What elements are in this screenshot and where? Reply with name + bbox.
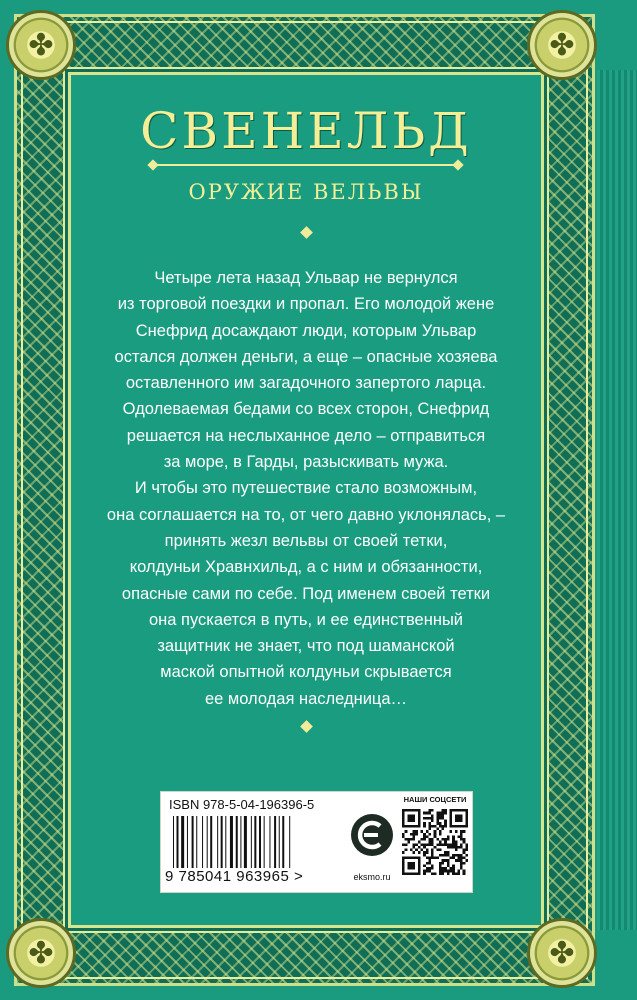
barcode-bars (171, 816, 337, 868)
book-subtitle: ОРУЖИЕ ВЕЛЬВЫ (188, 180, 424, 204)
eksmo-logo-icon (349, 812, 395, 858)
knot-medallion-icon: ✤ (6, 918, 76, 988)
book-title: СВЕНЕЛЬД (140, 102, 472, 160)
qr-code-icon[interactable] (402, 809, 468, 875)
publisher-site[interactable]: eksmo.ru (353, 872, 391, 882)
knot-medallion-icon: ✤ (6, 10, 76, 80)
spine-stripes (597, 70, 637, 930)
barcode-panel (160, 791, 473, 893)
book-blurb: Четыре лета назад Ульвар не вернулся из торговой поездки и пропал. Его молодой жене Снефрид досаждают люди, которым Ульвар остался должен деньги, а еще – опасные хозяева оставленного им загадочного запертого ларца. Одолеваемая бедами со всех сторон, Снефрид решается на неслыханное дело – отправиться за море, в Гарды, разыскивать мужа. И чтобы это путешествие стало возможным, она соглашается на то, от чего давно уклонялась, – принять жезл вельвы от своей тетки, колдуньи Хравнхильд, а с ним и обязанности, опасные сами по себе. Под именем своей тетки она пускается в путь, и ее единственный защитник не знает, что под шаманской маской опытной колдуньи скрывается ее молодая наследница… (106, 269, 506, 708)
knot-medallion-icon: ✤ (527, 10, 597, 80)
isbn-text: ISBN 978-5-04-196396-5 (169, 797, 315, 812)
knot-medallion-icon: ✤ (527, 918, 597, 988)
title-divider (153, 164, 458, 166)
social-label: НАШИ СОЦСЕТИ (403, 795, 467, 804)
barcode-number: 9 785041 963965 > (165, 868, 304, 885)
